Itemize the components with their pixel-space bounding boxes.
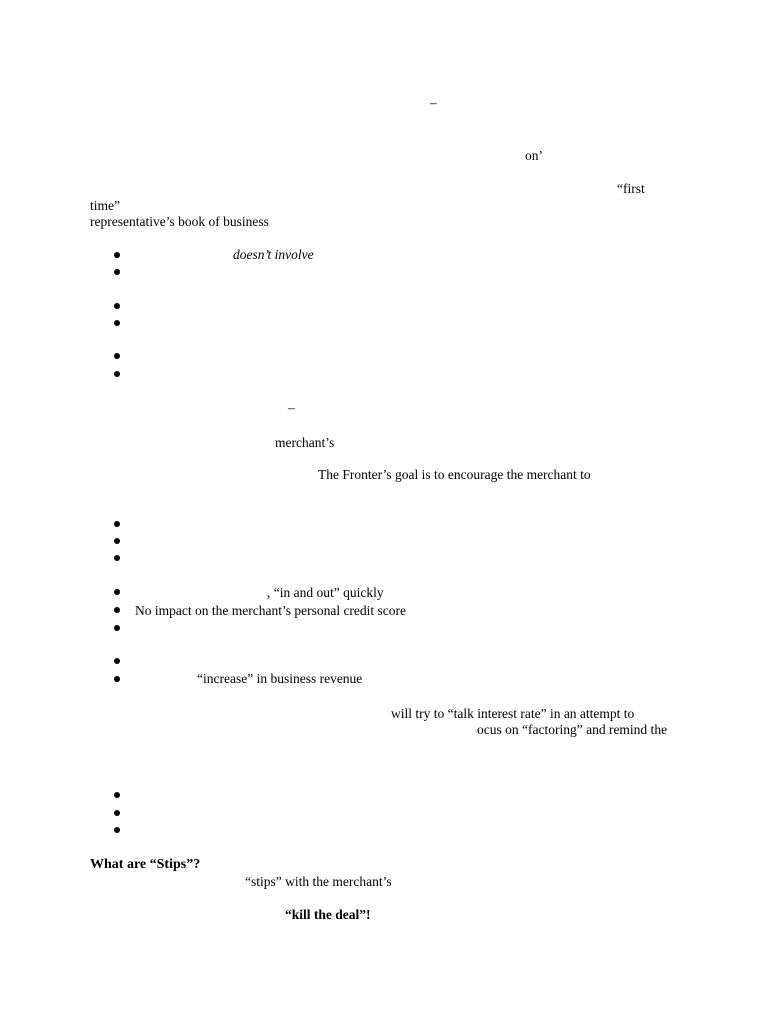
bullet — [114, 303, 120, 309]
bullet — [114, 589, 120, 595]
time-fragment: time” — [90, 198, 120, 213]
first-fragment: “first — [617, 181, 645, 196]
bullet — [114, 269, 120, 275]
bullet — [114, 792, 120, 798]
bullet — [114, 521, 120, 527]
in-and-out-text: , “in and out” quickly — [267, 585, 384, 600]
merchants-fragment: merchant’s — [275, 435, 335, 450]
bullet — [114, 810, 120, 816]
stips-with-text: “stips” with the merchant’s — [245, 874, 392, 889]
stips-heading: What are “Stips”? — [90, 857, 201, 872]
bullet — [114, 625, 120, 631]
rep-book-text: representative’s book of business — [90, 214, 269, 229]
bullet — [114, 607, 120, 613]
focus-factoring-text: ocus on “factoring” and remind the — [477, 722, 668, 737]
bullet — [114, 827, 120, 833]
increase-text: “increase” in business revenue — [197, 671, 363, 686]
bullet — [114, 676, 120, 682]
bullet — [114, 555, 120, 561]
fronter-goal-text: The Fronter’s goal is to encourage the merchant to — [318, 467, 591, 482]
bullet — [114, 538, 120, 544]
doesnt-involve-text: doesn’t involve — [233, 247, 314, 262]
dash-mid: – — [288, 400, 295, 415]
bullet — [114, 353, 120, 359]
kill-deal-text: “kill the deal”! — [285, 907, 371, 922]
talk-interest-text: will try to “talk interest rate” in an attempt to — [391, 706, 635, 721]
no-impact-text: No impact on the merchant’s personal credit score — [135, 603, 407, 618]
bullet — [114, 371, 120, 377]
bullet — [114, 320, 120, 326]
bullet — [114, 658, 120, 664]
on-fragment: on’ — [525, 148, 543, 163]
dash-top: – — [430, 95, 437, 110]
bullet — [114, 252, 120, 258]
